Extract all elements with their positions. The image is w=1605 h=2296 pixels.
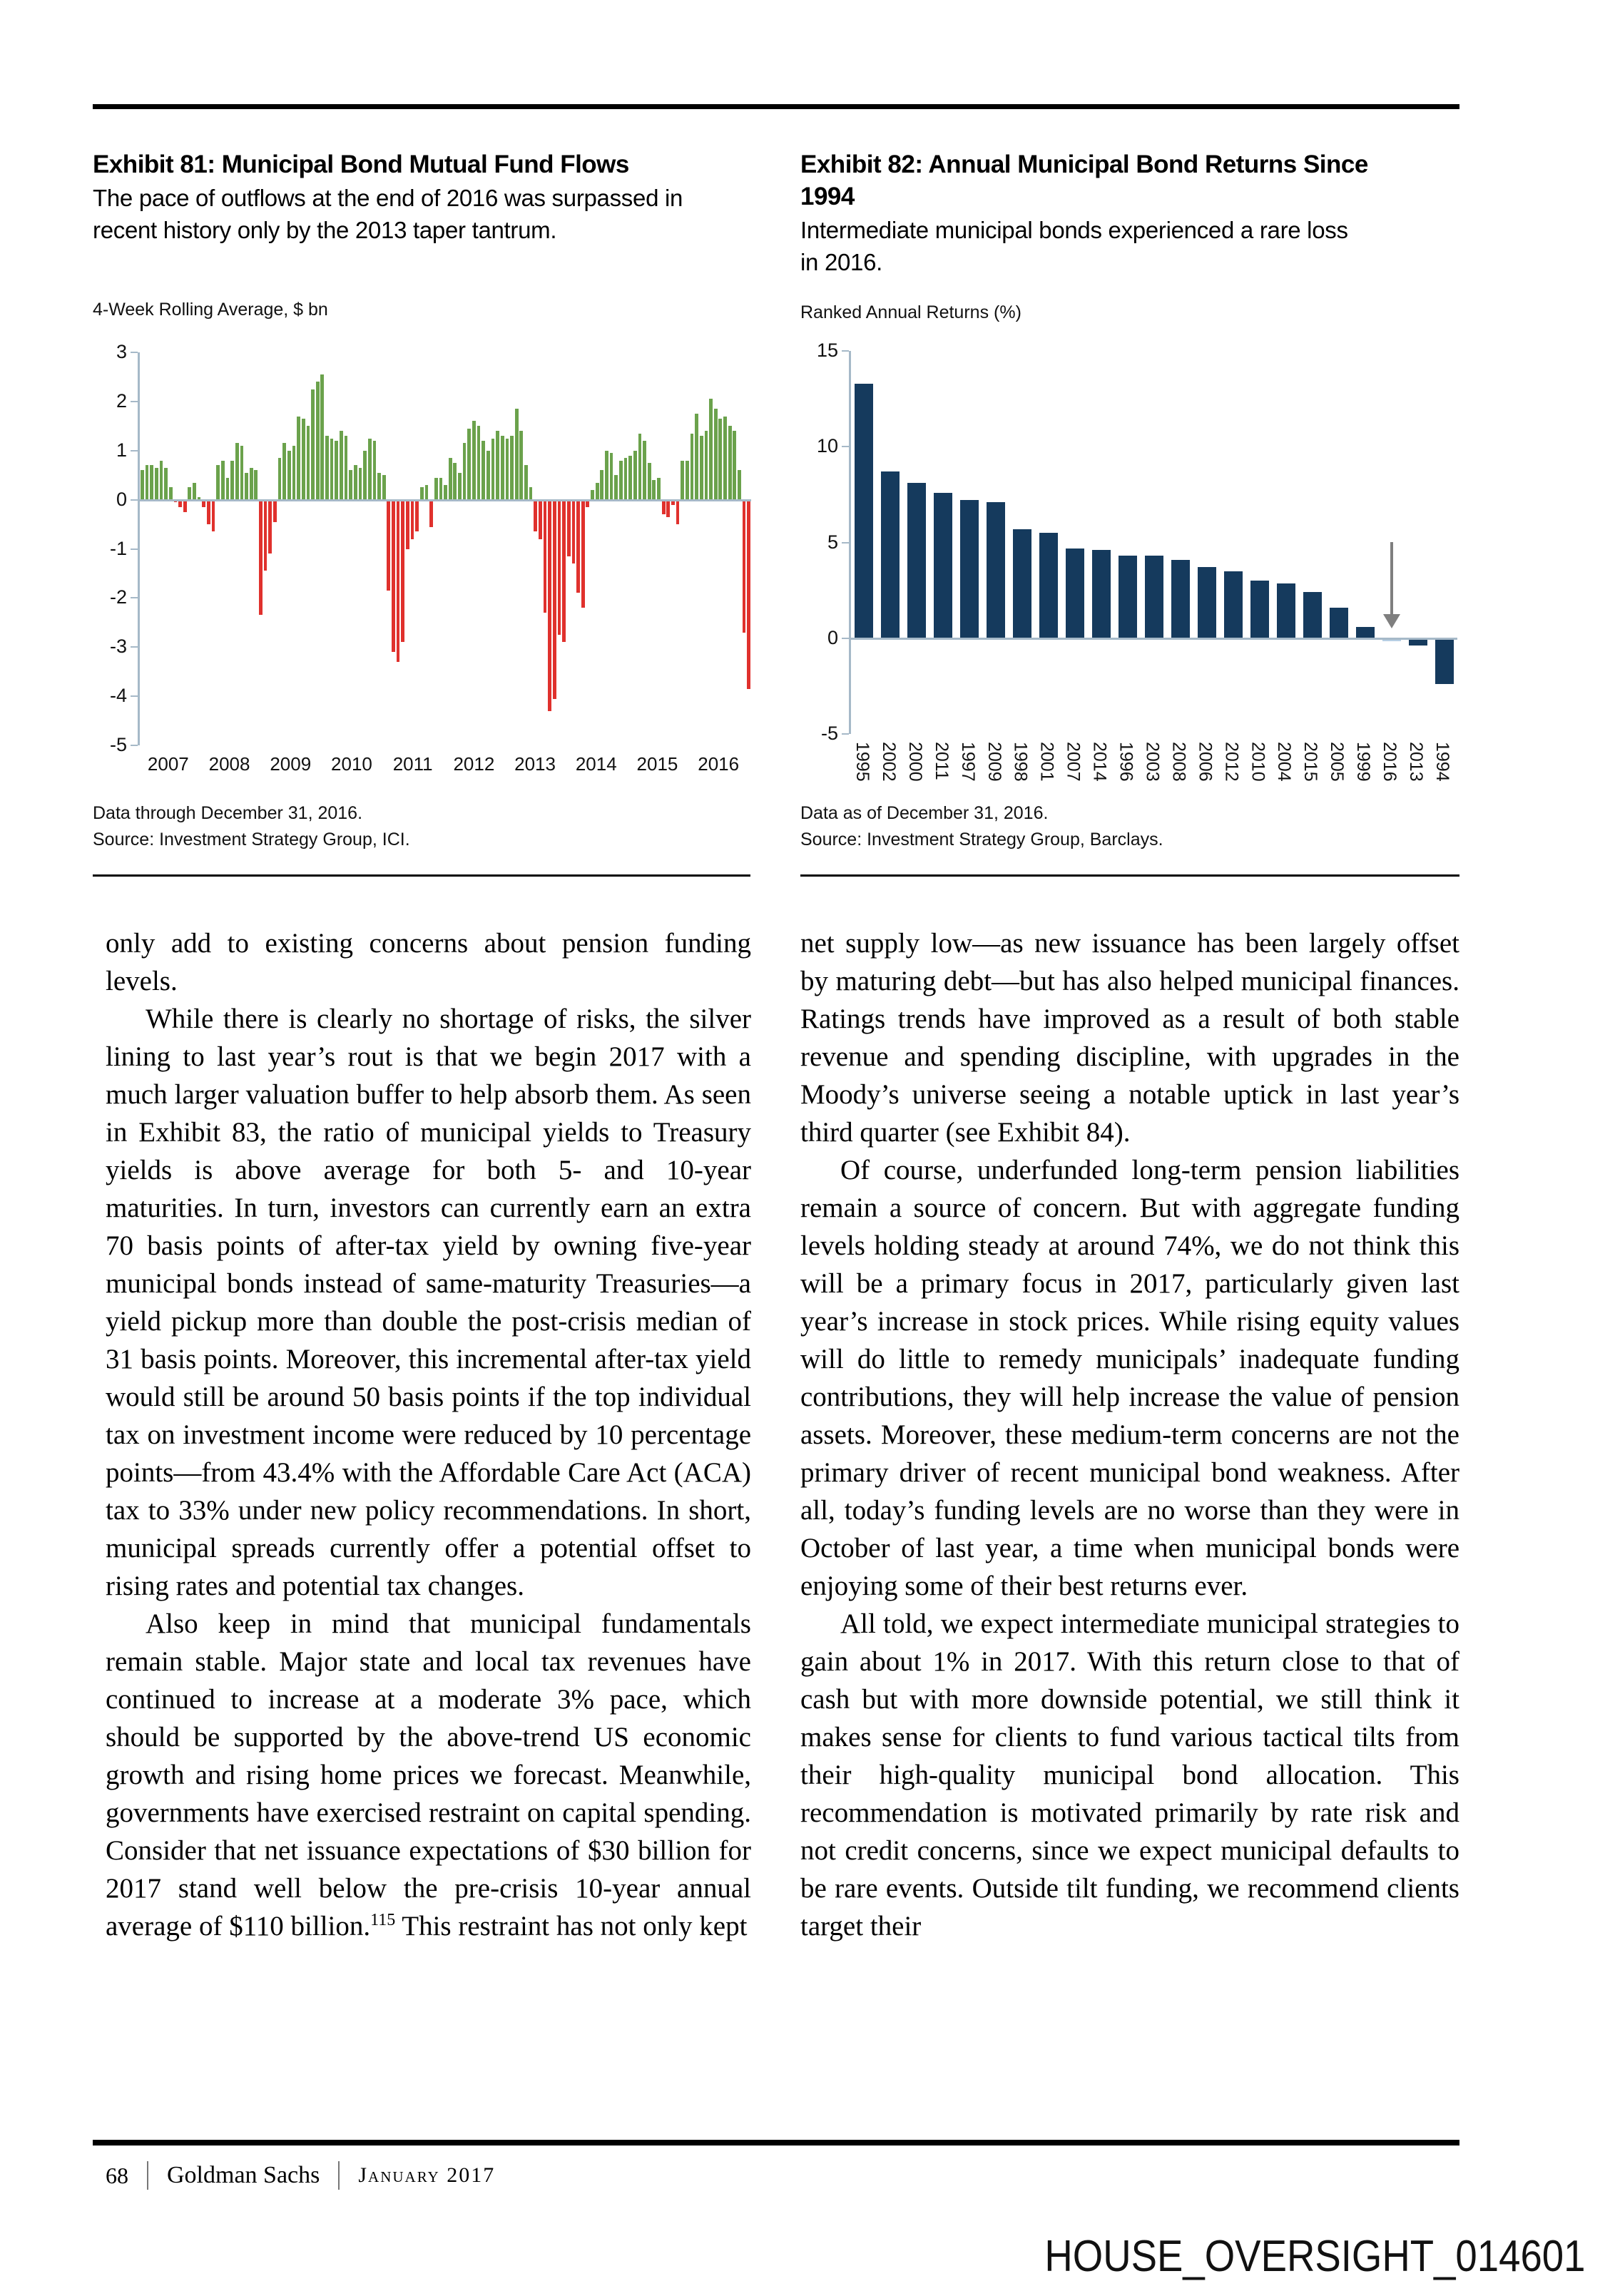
flow-bar	[676, 500, 680, 524]
return-bar	[960, 500, 979, 638]
exhibit-81-subtitle: The pace of outflows at the end of 2016 was surpassed in recent history only by the 2013 taper tantrum.	[93, 185, 683, 243]
flow-bar	[160, 461, 163, 500]
x-year-label: 1996	[1116, 742, 1136, 782]
flow-bar	[572, 500, 576, 564]
flow-bar	[515, 409, 519, 499]
y-tick-label: 0	[116, 488, 127, 510]
flow-bar	[705, 431, 708, 499]
flow-bar	[439, 478, 443, 500]
paragraph: All told, we expect intermediate municipal strategies to gain about 1% in 2017. With this return close to that of cash but with more downside potential, we still think it makes sense for clients to fund various tactical tilts from their high-quality municipal bond allocation. This recommendation is motivated primarily by rate risk and not credit concerns, since we expect municipal defaults to be rare events. Outside tilt funding, we recommend clients target their	[800, 1608, 1459, 1942]
returns-y-axis-label: Ranked Annual Returns (%)	[800, 302, 1021, 322]
flow-bar	[624, 458, 628, 500]
flow-bar	[264, 500, 268, 571]
flow-bar	[548, 500, 551, 711]
return-bar	[1119, 556, 1137, 638]
flow-bar	[193, 483, 196, 500]
return-bar	[907, 483, 926, 638]
y-tick-label: 15	[816, 340, 838, 361]
flow-bar	[320, 374, 324, 500]
y-tick-mark	[131, 549, 138, 550]
y-tick-mark	[131, 401, 138, 402]
return-bar	[1303, 592, 1322, 638]
exhibit-82-subtitle: Intermediate municipal bonds experienced a rare loss in 2016.	[800, 217, 1348, 275]
exhibit-82-divider-rule	[800, 874, 1459, 877]
return-bar	[1013, 529, 1031, 638]
x-year-label: 2008	[208, 753, 250, 775]
flow-bar	[714, 409, 718, 499]
paragraph: Of course, underfunded long-term pension liabilities remain a source of concern. But with aggregate funding levels holding steady at around 74%, we do not think this will be a primary focus in 2017, particularly given last year’s increase in stock prices. While rising equity values will do little to remedy municipals’ inadequate funding contributions, they will help increase the value of pension assets. Moreover, these medium-term concerns are not the primary driver of recent municipal bond weakness. After all, today’s funding levels are no worse than they were in October of last year, a time when municipal bonds were enjoying some of their best returns ever.	[800, 1155, 1459, 1601]
flow-bar	[666, 500, 670, 517]
flow-bar	[273, 500, 277, 522]
flow-bar	[718, 419, 722, 500]
flow-bar	[519, 431, 523, 499]
flow-bar	[169, 487, 173, 499]
flow-bar	[292, 446, 296, 500]
flow-bar	[486, 451, 490, 500]
footer	[106, 2161, 495, 2190]
flow-bar	[700, 436, 703, 500]
flow-bar	[146, 465, 149, 499]
y-tick-mark	[842, 542, 849, 544]
flow-bar	[733, 431, 736, 499]
flow-bar	[235, 443, 239, 499]
flow-bar	[434, 478, 438, 500]
footer-divider	[147, 2161, 148, 2190]
y-tick-label: 10	[816, 435, 838, 457]
fund-flows-chart	[109, 341, 751, 755]
flow-bar	[207, 500, 210, 524]
y-tick-mark	[131, 499, 138, 501]
flow-bar	[254, 470, 258, 499]
y-tick-label: 0	[827, 626, 838, 648]
flow-bar	[467, 429, 471, 500]
flow-bar	[425, 485, 429, 500]
flow-bar	[562, 500, 566, 643]
flow-bar	[657, 478, 661, 500]
x-year-label: 2012	[453, 753, 495, 775]
flow-bar	[401, 500, 404, 643]
flow-bar	[449, 458, 452, 500]
flow-bar	[349, 470, 352, 499]
flow-bar	[330, 439, 334, 500]
x-year-label: 2015	[636, 753, 678, 775]
flow-bar	[240, 446, 244, 500]
flow-bar	[216, 465, 220, 499]
flow-bar	[614, 475, 618, 499]
flow-bar	[373, 441, 377, 500]
issue-date: January 2017	[358, 2163, 496, 2187]
paragraph: net supply low—as new issuance has been largely offset by maturing debt—but has also helped municipal finances. Ratings trends have improved as a result of both stable revenue and spending discipline, with upgrades in the Moody’s universe seeing a notable uptick in last year’s third quarter (see Exhibit 84).	[800, 928, 1459, 1148]
y-tick-label: -4	[109, 685, 127, 707]
flow-bar	[553, 500, 556, 699]
flow-bar	[591, 490, 594, 500]
y-tick-mark	[131, 450, 138, 451]
x-year-label: 2013	[1406, 742, 1426, 782]
flow-bar	[335, 441, 338, 500]
flow-bar	[230, 461, 234, 500]
x-year-label: 2012	[1221, 742, 1242, 782]
y-tick-label: 1	[116, 439, 127, 461]
return-bar	[1092, 550, 1111, 638]
x-year-label: 2015	[1300, 742, 1321, 782]
flow-bar	[539, 500, 542, 539]
return-bar	[987, 502, 1005, 638]
flow-bar	[382, 475, 386, 499]
page-number: 68	[106, 2162, 128, 2188]
flow-bar	[183, 500, 187, 512]
y-tick-mark	[842, 733, 849, 735]
x-year-label: 2009	[270, 753, 312, 775]
flow-bar	[316, 382, 320, 499]
flow-bar	[363, 451, 367, 500]
x-year-label: 2010	[331, 753, 372, 775]
return-bar	[1356, 627, 1375, 638]
flow-bar	[477, 426, 481, 499]
x-year-label: 2016	[698, 753, 740, 775]
x-year-label: 2009	[984, 742, 1004, 782]
y-tick-mark	[842, 638, 849, 639]
flow-bar	[453, 463, 457, 500]
flow-bar	[567, 500, 571, 556]
flow-bar	[226, 478, 230, 500]
fund-flows-y-axis-label: 4-Week Rolling Average, $ bn	[93, 300, 328, 320]
flow-bar	[420, 487, 424, 499]
y-tick-mark	[131, 352, 138, 353]
x-year-label: 2001	[1036, 742, 1057, 782]
flow-bar	[596, 483, 599, 500]
x-year-label: 2011	[931, 742, 952, 780]
flow-bar	[709, 399, 713, 499]
flow-bar	[576, 500, 580, 593]
flow-bar	[638, 434, 642, 500]
flow-bar	[662, 500, 666, 515]
flow-bar	[524, 465, 528, 499]
y-tick-mark	[131, 597, 138, 598]
flow-bar	[652, 480, 656, 500]
flow-bar	[458, 473, 462, 500]
x-year-label: 2007	[147, 753, 189, 775]
y-tick-mark	[131, 745, 138, 746]
flow-bar	[325, 436, 329, 500]
return-bar	[1198, 567, 1216, 638]
flow-bar	[600, 470, 603, 499]
return-bar	[1435, 638, 1454, 684]
flow-bar	[695, 414, 698, 500]
x-year-label: 2000	[905, 742, 925, 782]
x-year-label: 2007	[1063, 742, 1084, 782]
x-year-label: 2011	[392, 753, 433, 775]
fund-flows-x-axis-labels	[138, 753, 749, 775]
flow-bar	[463, 443, 467, 499]
x-year-label: 2014	[575, 753, 617, 775]
zero-line	[851, 638, 1457, 640]
return-bar	[1145, 556, 1163, 638]
x-year-label: 2008	[1168, 742, 1189, 782]
flow-bar	[406, 500, 409, 549]
flow-bar	[619, 461, 623, 500]
flow-bar	[392, 500, 395, 653]
return-bar	[934, 493, 952, 638]
return-bar	[1330, 608, 1348, 638]
flow-bar	[415, 500, 419, 532]
flow-bar	[691, 434, 694, 500]
return-bar	[1066, 549, 1084, 638]
flow-bar	[340, 431, 343, 499]
flow-bar	[221, 461, 225, 500]
flow-bar	[491, 439, 495, 500]
flow-bar	[368, 439, 372, 500]
brand-name: Goldman Sachs	[167, 2162, 320, 2188]
flow-bar	[558, 500, 561, 635]
return-bar	[881, 471, 900, 638]
flow-bar	[282, 443, 286, 499]
paragraph: While there is clearly no shortage of risks, the silver lining to last year’s rout is that we begin 2017 with a much larger valuation buffer to help absorb them. As seen in Exhibit 83, the ratio of municipal yields to Treasury yields is above average for both 5- and 10-year maturities. In turn, investors can currently earn an extra 70 basis points of after-tax yield by owning five-year municipal bonds instead of same-maturity Treasuries—a yield pickup more than double the post-crisis median of 31 basis points. Moreover, this incremental after-tax yield would still be around 50 basis points if the top individual tax on investment income were reduced by 10 percentage points—from 43.4% with the Affordable Care Act (ACA) tax to 33% under new policy recommendations. In short, municipal spreads currently offer a potential offset to rising rates and potential tax changes.	[106, 1004, 751, 1601]
x-year-label: 2003	[1142, 742, 1163, 782]
return-bar	[1277, 583, 1295, 638]
flow-bar	[188, 487, 191, 499]
flow-bar	[610, 453, 613, 499]
exhibit-82-footnote: Data as of December 31, 2016. Source: Investment Strategy Group, Barclays.	[800, 803, 1163, 849]
flow-bar	[444, 485, 447, 500]
zero-line	[140, 499, 751, 501]
x-year-label: 1999	[1353, 742, 1374, 782]
flow-bar	[212, 500, 215, 532]
paragraph: only add to existing concerns about pension funding levels.	[106, 928, 751, 996]
y-tick-label: -2	[109, 586, 127, 608]
body-right-column	[800, 924, 1459, 1945]
flow-bar	[544, 500, 547, 613]
exhibit-81-divider-rule	[93, 874, 750, 877]
return-bar	[1039, 533, 1058, 638]
x-year-label: 1998	[1010, 742, 1031, 782]
flow-bar	[141, 470, 144, 499]
flow-bar	[155, 468, 158, 500]
return-bar	[1224, 571, 1243, 638]
flow-bar	[534, 500, 537, 532]
flow-bar	[359, 468, 362, 500]
y-tick-label: 5	[827, 531, 838, 553]
x-year-label: 2013	[514, 753, 556, 775]
x-year-label: 2004	[1274, 742, 1295, 782]
x-year-label: 2002	[878, 742, 899, 782]
flow-bar	[747, 500, 750, 689]
flow-bar	[501, 436, 504, 500]
top-rule	[93, 104, 1459, 109]
down-arrow-icon	[1390, 542, 1393, 615]
y-tick-label: 3	[116, 341, 127, 362]
flow-bar	[297, 417, 300, 500]
flow-bar	[633, 451, 637, 500]
flow-bar	[307, 426, 310, 499]
flow-bar	[311, 389, 315, 500]
returns-chart	[816, 340, 1457, 744]
y-tick-label: -5	[820, 723, 838, 744]
body-left-column	[106, 924, 751, 1945]
flow-bar	[728, 426, 732, 499]
y-tick-label: 2	[116, 389, 127, 412]
x-year-label: 1995	[852, 742, 872, 782]
down-arrow-head-icon	[1383, 614, 1400, 628]
exhibit-82-title: Exhibit 82: Annual Municipal Bond Returns Since 1994	[800, 150, 1368, 210]
flow-bar	[506, 439, 509, 500]
flow-bar	[302, 419, 305, 500]
footer-rule	[93, 2140, 1459, 2146]
y-tick-mark	[842, 446, 849, 447]
y-tick-label: -5	[109, 734, 127, 755]
flow-bar	[377, 473, 381, 500]
x-year-label: 1994	[1432, 742, 1452, 782]
flow-bar	[259, 500, 263, 616]
flow-bar	[628, 456, 632, 500]
flow-bar	[429, 500, 433, 527]
x-year-label: 1997	[957, 742, 978, 782]
x-year-label: 2005	[1327, 742, 1347, 782]
flow-bar	[529, 487, 533, 499]
flow-bar	[278, 458, 282, 500]
flow-bar	[150, 465, 153, 499]
flow-bar	[681, 461, 684, 500]
y-tick-mark	[131, 695, 138, 697]
return-bar	[855, 384, 873, 638]
x-year-label: 2016	[1380, 742, 1400, 782]
flow-bar	[164, 468, 168, 500]
flow-bar	[496, 431, 499, 499]
flow-bar	[354, 465, 357, 499]
flow-bar	[397, 500, 400, 662]
flow-bar	[411, 500, 414, 539]
flow-bar	[723, 417, 727, 500]
flow-bar	[482, 441, 485, 500]
flow-bar	[472, 421, 476, 499]
flow-bar	[686, 461, 689, 500]
return-bar	[1250, 581, 1269, 638]
exhibit-81-title: Exhibit 81: Municipal Bond Mutual Fund Flows	[93, 150, 629, 178]
flow-bar	[643, 441, 646, 500]
x-year-label: 2006	[1195, 742, 1216, 782]
x-year-label: 2014	[1089, 742, 1110, 782]
y-tick-label: -3	[109, 636, 127, 658]
flow-bar	[743, 500, 746, 633]
flow-bar	[268, 500, 272, 554]
flow-bar	[387, 500, 390, 591]
flow-bar	[648, 463, 651, 500]
y-tick-label: -1	[109, 537, 127, 559]
flow-bar	[605, 451, 608, 500]
flow-bar	[581, 500, 585, 608]
paragraph: Also keep in mind that municipal fundamentals remain stable. Major state and local tax revenues have continued to increase at a moderate 3% pace, which should be supported by the above-trend US economic growth and rising home prices we forecast. Meanwhile, governments have exercised restraint on capital spending. Consider that net issuance expectations of $30 billion for 2017 stand well below the pre-crisis 10-year annual average of $110 billion.$^{115}$ This restraint has not only kept	[106, 1608, 751, 1942]
return-bar	[1171, 560, 1190, 638]
y-tick-mark	[131, 646, 138, 648]
exhibit-81-footnote: Data through December 31, 2016. Source: Investment Strategy Group, ICI.	[93, 803, 410, 849]
y-tick-mark	[842, 350, 849, 352]
flow-bar	[345, 436, 348, 500]
watermark: HOUSE_OVERSIGHT_014601	[1044, 2232, 1585, 2281]
flow-bar	[287, 451, 291, 500]
flow-bar	[510, 436, 514, 500]
flow-bar	[738, 470, 741, 499]
x-year-label: 2010	[1248, 742, 1268, 782]
flow-bar	[250, 468, 253, 500]
footer-divider	[338, 2161, 340, 2190]
flow-bar	[245, 473, 248, 500]
